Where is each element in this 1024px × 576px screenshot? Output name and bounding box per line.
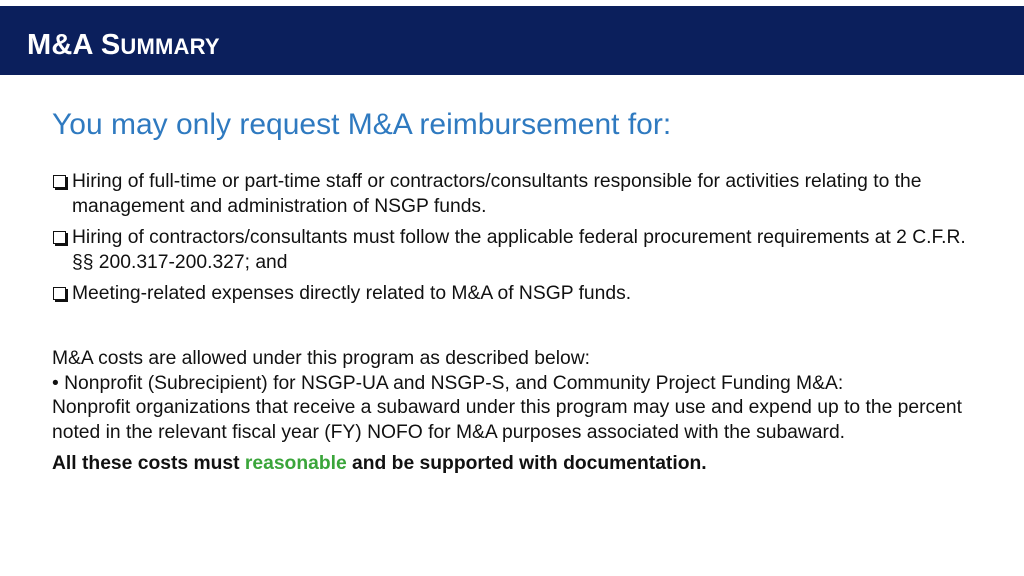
- checkbox-icon: [53, 287, 66, 300]
- emphasis-highlight: reasonable: [244, 453, 347, 474]
- body-section: [52, 347, 982, 477]
- page-title: [27, 28, 220, 64]
- body-paragraph: Nonprofit organizations that receive a subaward under this program may use and expend up to the percent noted in the relevant fiscal year (FY) NOFO for M&A purposes associated with the subaward.: [52, 397, 962, 443]
- body-intro: M&A costs are allowed under this program as described below:: [52, 348, 591, 369]
- checklist-item-text: Hiring of contractors/consultants must follow the applicable federal procurement requirements at 2 C.F.R. §§ 200.317-200.327; and: [72, 227, 966, 273]
- checkbox-icon: [53, 175, 66, 188]
- checklist: [52, 170, 982, 314]
- title-bar: [0, 6, 1024, 75]
- emphasis-line: [52, 452, 982, 477]
- checklist-item-text: Hiring of full-time or part-time staff or contractors/consultants responsible for activities relating to the management and administration of NSGP funds.: [72, 171, 922, 217]
- subtitle: You may only request M&A reimbursement for:: [52, 108, 672, 141]
- checklist-item: [52, 170, 982, 219]
- checklist-item-text: Meeting-related expenses directly related to M&A of NSGP funds.: [72, 283, 632, 304]
- checklist-item: [52, 226, 982, 275]
- body-bullet-line: • Nonprofit (Subrecipient) for NSGP-UA and NSGP-S, and Community Project Funding M&A:: [52, 372, 844, 394]
- emphasis-after: and be supported with documentation.: [346, 453, 707, 474]
- checkbox-icon: [53, 231, 66, 244]
- checklist-item: [52, 282, 982, 307]
- page-title-main: M&A S: [27, 29, 121, 61]
- page-title-smallcaps: UMMARY: [120, 34, 220, 59]
- emphasis-before: All these costs must: [52, 453, 245, 474]
